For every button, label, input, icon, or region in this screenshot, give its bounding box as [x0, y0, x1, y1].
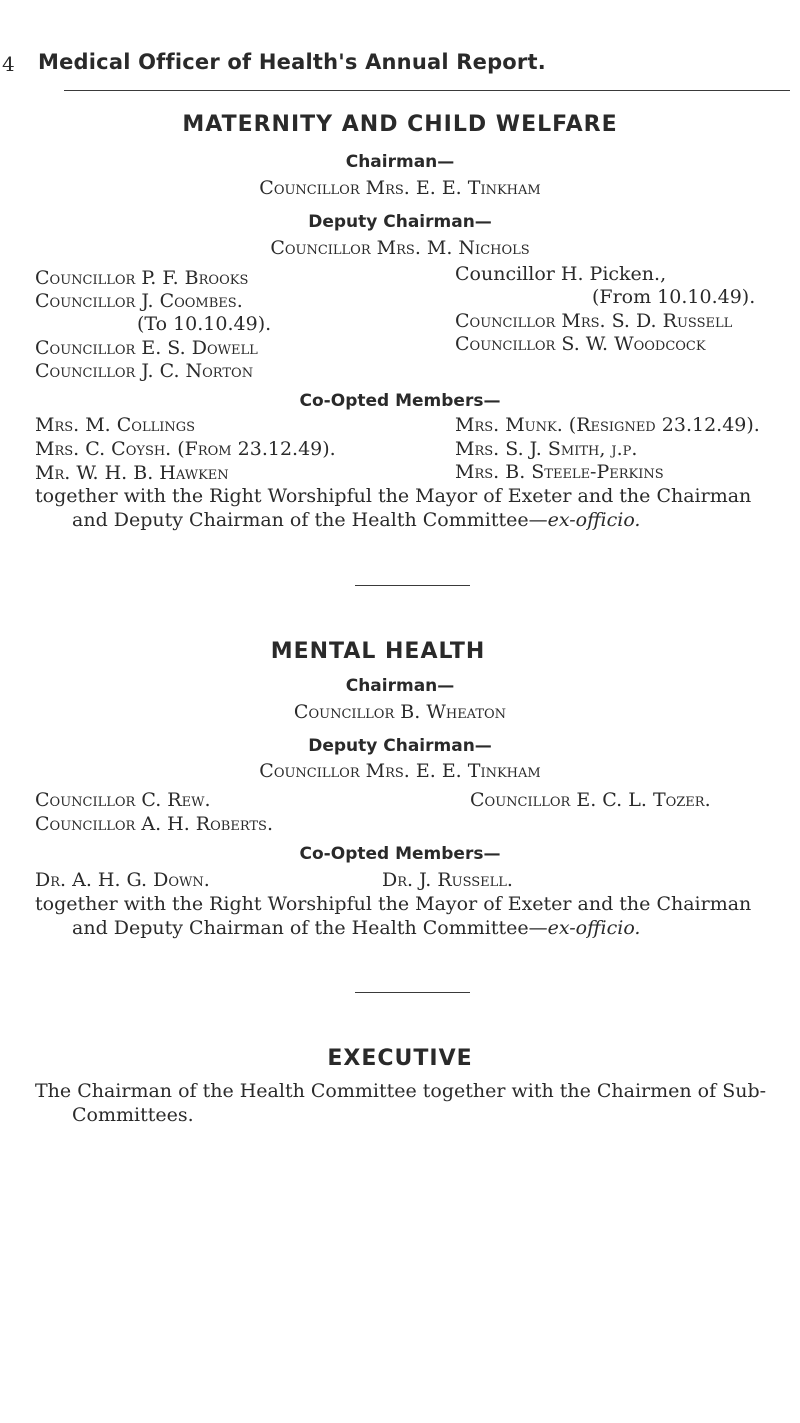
deputy-chairman-label: Deputy Chairman—	[308, 212, 492, 232]
ex-officio-italic: ex-officio.	[547, 509, 641, 531]
deputy-chairman-name: Councillor Mrs. M. Nichols	[270, 237, 530, 259]
coopted-member-right: Mrs. Munk. (Resigned 23.12.49).	[455, 414, 760, 436]
section-divider	[355, 992, 470, 993]
coopted-member-left: Mrs. C. Coysh. (From 23.12.49).	[35, 438, 336, 460]
member-left: Councillor J. C. Norton	[35, 360, 254, 382]
chairman-name: Councillor B. Wheaton	[293, 701, 507, 723]
coopted-label: Co-Opted Members—	[299, 391, 501, 411]
coopted-member-left: Mrs. M. Collings	[35, 414, 196, 436]
member-left: Councillor E. S. Dowell	[35, 337, 258, 359]
coopted-label: Co-Opted Members—	[299, 844, 501, 864]
member-left: Councillor J. Coombes.	[35, 290, 243, 312]
coopted-member-right: Mrs. S. J. Smith, j.p.	[455, 438, 638, 460]
chairman-label: Chairman—	[345, 152, 455, 172]
member-right: Councillor E. C. L. Tozer.	[470, 789, 711, 811]
executive-description-line2: Committees.	[72, 1104, 194, 1126]
deputy-chairman-label: Deputy Chairman—	[308, 736, 492, 756]
deputy-chairman-name: Councillor Mrs. E. E. Tinkham	[259, 760, 541, 782]
coopted-member-right: Mrs. B. Steele-Perkins	[455, 461, 664, 483]
section-divider	[355, 585, 470, 586]
coopted-member-left: Dr. A. H. G. Down.	[35, 869, 210, 891]
section-heading-mental-health: MENTAL HEALTH	[270, 639, 486, 664]
member-left-note: (To 10.10.49).	[137, 313, 272, 335]
header-rule	[64, 90, 790, 91]
ex-officio-note: together with the Right Worshipful the Mayor of Exeter and the Chairman	[35, 485, 752, 507]
section-heading-maternity: MATERNITY AND CHILD WELFARE	[182, 112, 618, 137]
ex-officio-note-line2	[72, 917, 640, 939]
ex-officio-prefix: and Deputy Chairman of the Health Committee—	[72, 509, 548, 531]
member-right-note: (From 10.10.49).	[592, 286, 756, 308]
ex-officio-prefix: and Deputy Chairman of the Health Committee—	[72, 917, 548, 939]
running-title: Medical Officer of Health's Annual Report.	[38, 50, 546, 74]
coopted-member-right: Dr. J. Russell.	[382, 869, 513, 891]
member-right: Councillor H. Picken.,	[455, 263, 667, 285]
coopted-member-left: Mr. W. H. B. Hawken	[35, 462, 229, 484]
section-heading-executive: EXECUTIVE	[327, 1046, 473, 1071]
member-left: Councillor P. F. Brooks	[35, 267, 249, 289]
member-left: Councillor C. Rew.	[35, 789, 211, 811]
ex-officio-note-line2	[72, 509, 640, 531]
chairman-name: Councillor Mrs. E. E. Tinkham	[259, 177, 541, 199]
member-right: Councillor Mrs. S. D. Russell	[455, 310, 733, 332]
chairman-label: Chairman—	[345, 676, 455, 696]
member-left: Councillor A. H. Roberts.	[35, 813, 273, 835]
ex-officio-note: together with the Right Worshipful the Mayor of Exeter and the Chairman	[35, 893, 752, 915]
page-number: 4	[2, 52, 15, 76]
member-right: Councillor S. W. Woodcock	[455, 333, 706, 355]
executive-description: The Chairman of the Health Committee together with the Chairmen of Sub-	[35, 1080, 767, 1102]
ex-officio-italic: ex-officio.	[547, 917, 641, 939]
